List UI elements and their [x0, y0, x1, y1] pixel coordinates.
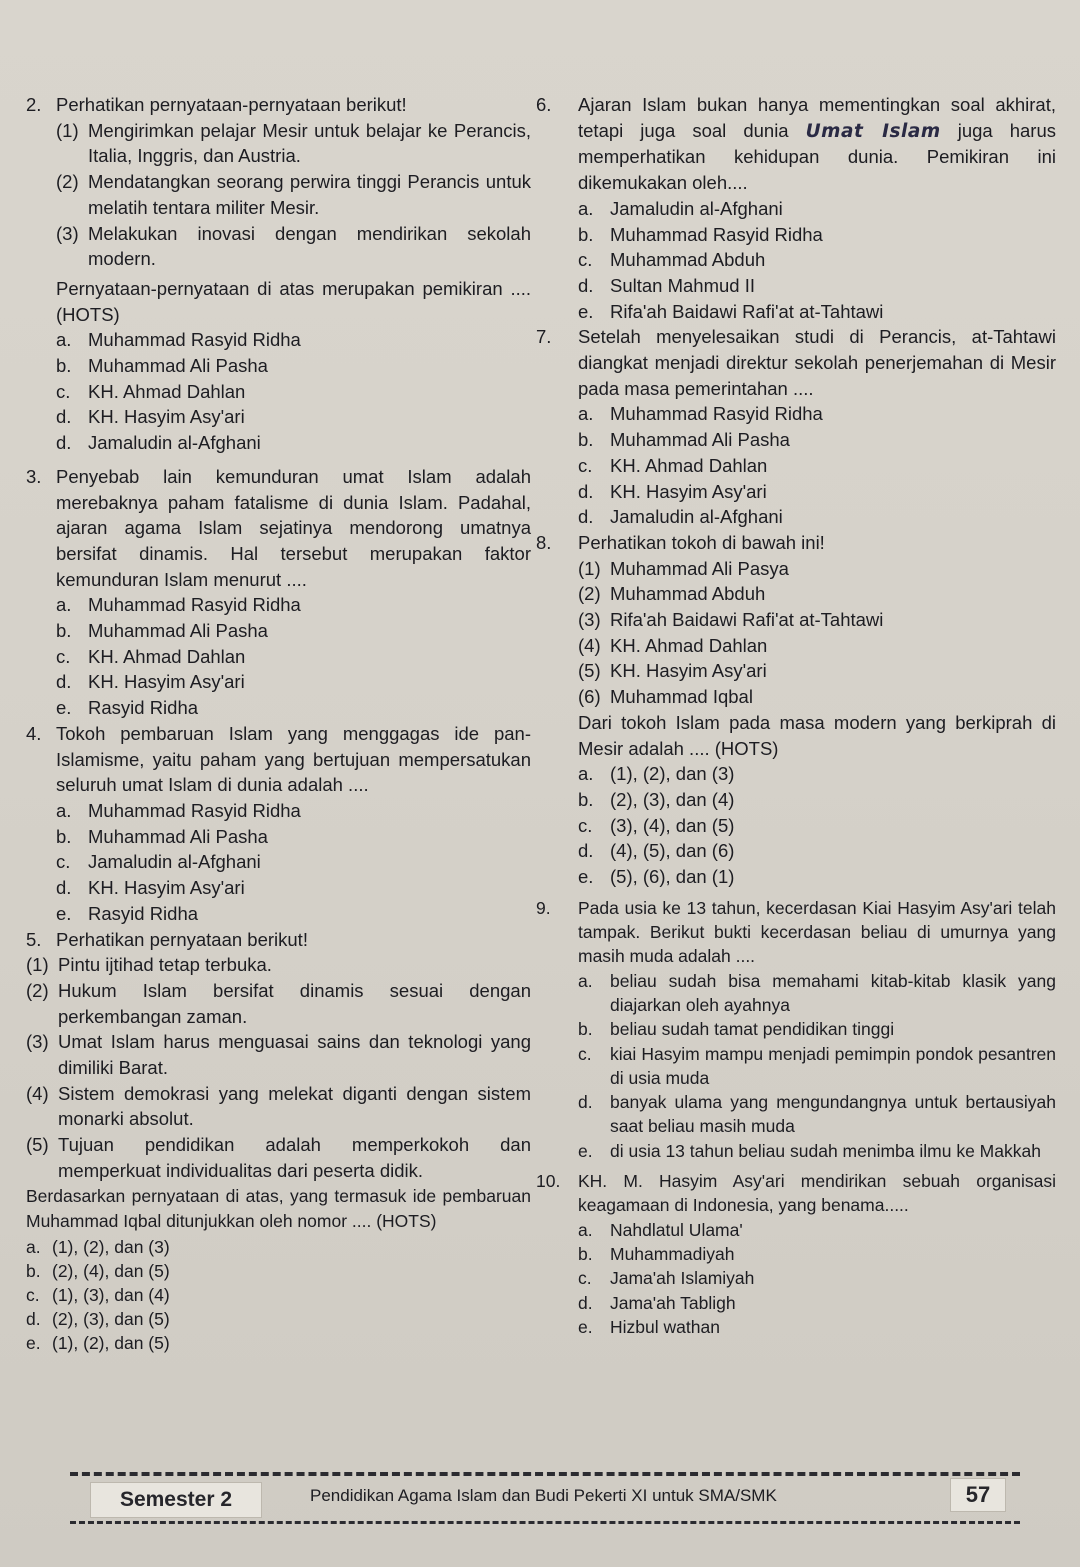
question-3	[26, 464, 531, 721]
question-stem: Perhatikan tokoh di bawah ini!	[578, 531, 825, 553]
statement-item: (4) KH. Ahmad Dahlan	[578, 634, 768, 656]
question-prompt: Dari tokoh Islam pada masa modern yang berkiprah di Mesir adalah .... (HOTS)	[578, 711, 1056, 759]
answer-option[interactable]: b. Muhammad Ali Pasha	[56, 355, 268, 377]
question-6	[536, 92, 1056, 324]
answer-option[interactable]: a. Muhammad Rasyid Ridha	[56, 799, 301, 821]
statement-item: (2) Muhammad Abduh	[578, 583, 766, 605]
question-stem: Ajaran Islam bukan hanya mementingkan soal akhirat, tetapi juga soal dunia	[578, 94, 1056, 141]
question-2	[26, 92, 531, 456]
answer-option[interactable]: a. Nahdlatul Ulama'	[578, 1219, 743, 1240]
statement-item: (3) Umat Islam harus menguasai sains dan teknologi yang dimiliki Barat.	[26, 1031, 531, 1079]
answer-option[interactable]: b. (2), (3), dan (4)	[578, 788, 735, 810]
answer-option[interactable]: d. (2), (3), dan (5)	[26, 1308, 170, 1329]
question-stem: Perhatikan pernyataan berikut!	[56, 928, 308, 950]
question-prompt: Berdasarkan pernyataan di atas, yang termasuk ide pembaruan Muhammad Iqbal ditunjukkan oleh nomor .... (HOTS)	[26, 1185, 531, 1232]
answer-option[interactable]: a. (1), (2), dan (3)	[26, 1236, 170, 1257]
answer-option[interactable]: d. banyak ulama yang mengundangnya untuk bertausiyah saat beliau masih muda	[578, 1092, 1056, 1137]
page-number: 57	[950, 1478, 1006, 1512]
statement-item: (3) Rifa'ah Baidawi Rafi'at at-Tahtawi	[578, 609, 884, 631]
question-number: 4.	[26, 722, 42, 744]
answer-option[interactable]: a. Jamaludin al-Afghani	[578, 197, 783, 219]
answer-option[interactable]: d. KH. Hasyim Asy'ari	[578, 480, 767, 502]
answer-option[interactable]: b. Muhammad Rasyid Ridha	[578, 223, 823, 245]
question-9	[536, 896, 1056, 1163]
question-stem: KH. M. Hasyim Asy'ari mendirikan sebuah organisasi keagamaan di Indonesia, yang benama.....	[578, 1171, 1056, 1216]
answer-option[interactable]: e. Hizbul wathan	[578, 1316, 720, 1337]
question-number: 3.	[26, 465, 42, 487]
statement-item: (6) Muhammad Iqbal	[578, 686, 753, 708]
statement-item: (2) Hukum Islam bersifat dinamis sesuai dengan perkembangan zaman.	[26, 979, 531, 1027]
statement-item: (2) Mendatangkan seorang perwira tinggi Perancis untuk melatih tentara militer Mesir.	[56, 171, 531, 218]
answer-option[interactable]: b. Muhammad Ali Pasha	[578, 429, 790, 451]
question-number: 10.	[536, 1171, 561, 1192]
question-7	[536, 324, 1056, 530]
statement-item: (5) Tujuan pendidikan adalah memperkokoh dan memperkuat individualitas dari peserta didik.	[26, 1134, 531, 1181]
question-stem-continued: juga harus memperhatikan kehidupan dunia. Pemikiran ini dikemukakan oleh....	[578, 119, 1057, 194]
question-stem: Setelah menyelesaikan studi di Perancis, at-Tahtawi diangkat menjadi direktur sekolah penerjemahan di Mesir pada masa pemerintahan ....	[578, 326, 1056, 399]
question-stem: Perhatikan pernyataan-pernyataan berikut!	[56, 94, 407, 115]
page-footer	[70, 1472, 1020, 1524]
answer-option[interactable]: d. Sultan Mahmud II	[578, 274, 755, 296]
answer-option[interactable]: a. Muhammad Rasyid Ridha	[578, 403, 823, 425]
question-5	[26, 927, 531, 1355]
answer-option[interactable]: e. Rasyid Ridha	[56, 697, 199, 719]
answer-option[interactable]: c. KH. Ahmad Dahlan	[578, 454, 768, 476]
answer-option[interactable]: b. beliau sudah tamat pendidikan tinggi	[578, 1019, 895, 1040]
answer-option[interactable]: d. Jama'ah Tabligh	[578, 1292, 736, 1313]
answer-option[interactable]: e. Rifa'ah Baidawi Rafi'at at-Tahtawi	[578, 300, 884, 322]
answer-option[interactable]: a. (1), (2), dan (3)	[578, 763, 735, 785]
answer-option[interactable]: a. Muhammad Rasyid Ridha	[56, 329, 301, 351]
answer-option[interactable]: b. (2), (4), dan (5)	[26, 1260, 170, 1281]
question-number: 5.	[26, 928, 42, 950]
answer-option[interactable]: c. Muhammad Abduh	[578, 249, 766, 271]
question-stem: Pada usia ke 13 tahun, kecerdasan Kiai Hasyim Asy'ari telah tampak. Berikut bukti kecerdasan beliau di umurnya yang masih muda adalah ....	[578, 897, 1056, 967]
question-stem: Tokoh pembaruan Islam yang menggagas ide pan-Islamisme, yaitu paham yang bertujuan mempersatukan seluruh umat Islam di dunia adalah ....	[56, 722, 531, 796]
answer-option[interactable]: c. (3), (4), dan (5)	[578, 814, 735, 836]
question-10	[536, 1169, 1056, 1339]
statement-item: (5) KH. Hasyim Asy'ari	[578, 660, 767, 682]
answer-option[interactable]: d. KH. Hasyim Asy'ari	[56, 671, 245, 693]
question-number: 6.	[536, 94, 552, 115]
semester-badge: Semester 2	[90, 1482, 262, 1518]
question-number: 9.	[536, 897, 551, 918]
right-column	[536, 92, 1056, 1339]
answer-option[interactable]: c. kiai Hasyim mampu menjadi pemimpin pondok pesantren di usia muda	[578, 1043, 1056, 1088]
handwritten-note: Umat Islam	[805, 120, 941, 142]
answer-option[interactable]: e. (1), (2), dan (5)	[26, 1332, 170, 1353]
answer-option[interactable]: e. di usia 13 tahun beliau sudah menimba ilmu ke Makkah	[578, 1140, 1041, 1161]
footer-divider	[70, 1472, 1020, 1476]
answer-option[interactable]: d. KH. Hasyim Asy'ari	[56, 877, 245, 899]
statement-item: (4) Sistem demokrasi yang melekat diganti dengan sistem monarki absolut.	[26, 1082, 531, 1130]
question-number: 7.	[536, 326, 552, 348]
answer-option[interactable]: b. Muhammad Ali Pasha	[56, 620, 268, 642]
footer-divider	[70, 1521, 1020, 1524]
answer-option[interactable]: b. Muhammadiyah	[578, 1243, 735, 1264]
answer-option[interactable]: d. Jamaludin al-Afghani	[56, 432, 261, 454]
answer-option[interactable]: d. (4), (5), dan (6)	[578, 840, 735, 862]
statement-item: (1) Muhammad Ali Pasya	[578, 557, 789, 579]
answer-option[interactable]: c. KH. Ahmad Dahlan	[56, 645, 246, 667]
answer-option[interactable]: c. Jamaludin al-Afghani	[56, 851, 261, 873]
answer-option[interactable]: c. KH. Ahmad Dahlan	[56, 380, 246, 402]
answer-option[interactable]: e. (5), (6), dan (1)	[578, 866, 735, 888]
question-8	[536, 530, 1056, 890]
answer-option[interactable]: e. Rasyid Ridha	[56, 902, 199, 924]
answer-option[interactable]: b. Muhammad Ali Pasha	[56, 825, 268, 847]
question-number: 2.	[26, 94, 42, 115]
left-column	[26, 92, 531, 1355]
book-title: Pendidikan Agama Islam dan Budi Pekerti XI untuk SMA/SMK	[310, 1486, 777, 1505]
question-stem: Penyebab lain kemunduran umat Islam adalah merebaknya paham fatalisme di dunia Islam. Padahal, ajaran agama Islam sejatinya mendorong umatnya bersifat dinamis. Hal tersebut merupakan faktor kemunduran Islam menurut ....	[56, 465, 531, 590]
answer-option[interactable]: c. (1), (3), dan (4)	[26, 1284, 170, 1305]
statement-item: (1) Mengirimkan pelajar Mesir untuk belajar ke Perancis, Italia, Inggris, dan Austria.	[56, 119, 531, 167]
question-number: 8.	[536, 531, 552, 553]
answer-option[interactable]: d. KH. Hasyim Asy'ari	[56, 406, 245, 428]
statement-item: (1) Pintu ijtihad tetap terbuka.	[26, 954, 272, 976]
answer-option[interactable]: a. beliau sudah bisa memahami kitab-kitab klasik yang diajarkan oleh ayahnya	[578, 970, 1056, 1015]
question-prompt: Pernyataan-pernyataan di atas merupakan pemikiran .... (HOTS)	[56, 277, 531, 325]
answer-option[interactable]: a. Muhammad Rasyid Ridha	[56, 594, 301, 616]
answer-option[interactable]: d. Jamaludin al-Afghani	[578, 506, 783, 528]
question-4	[26, 721, 531, 927]
statement-item: (3) Melakukan inovasi dengan mendirikan sekolah modern.	[56, 222, 531, 270]
answer-option[interactable]: c. Jama'ah Islamiyah	[578, 1268, 755, 1289]
